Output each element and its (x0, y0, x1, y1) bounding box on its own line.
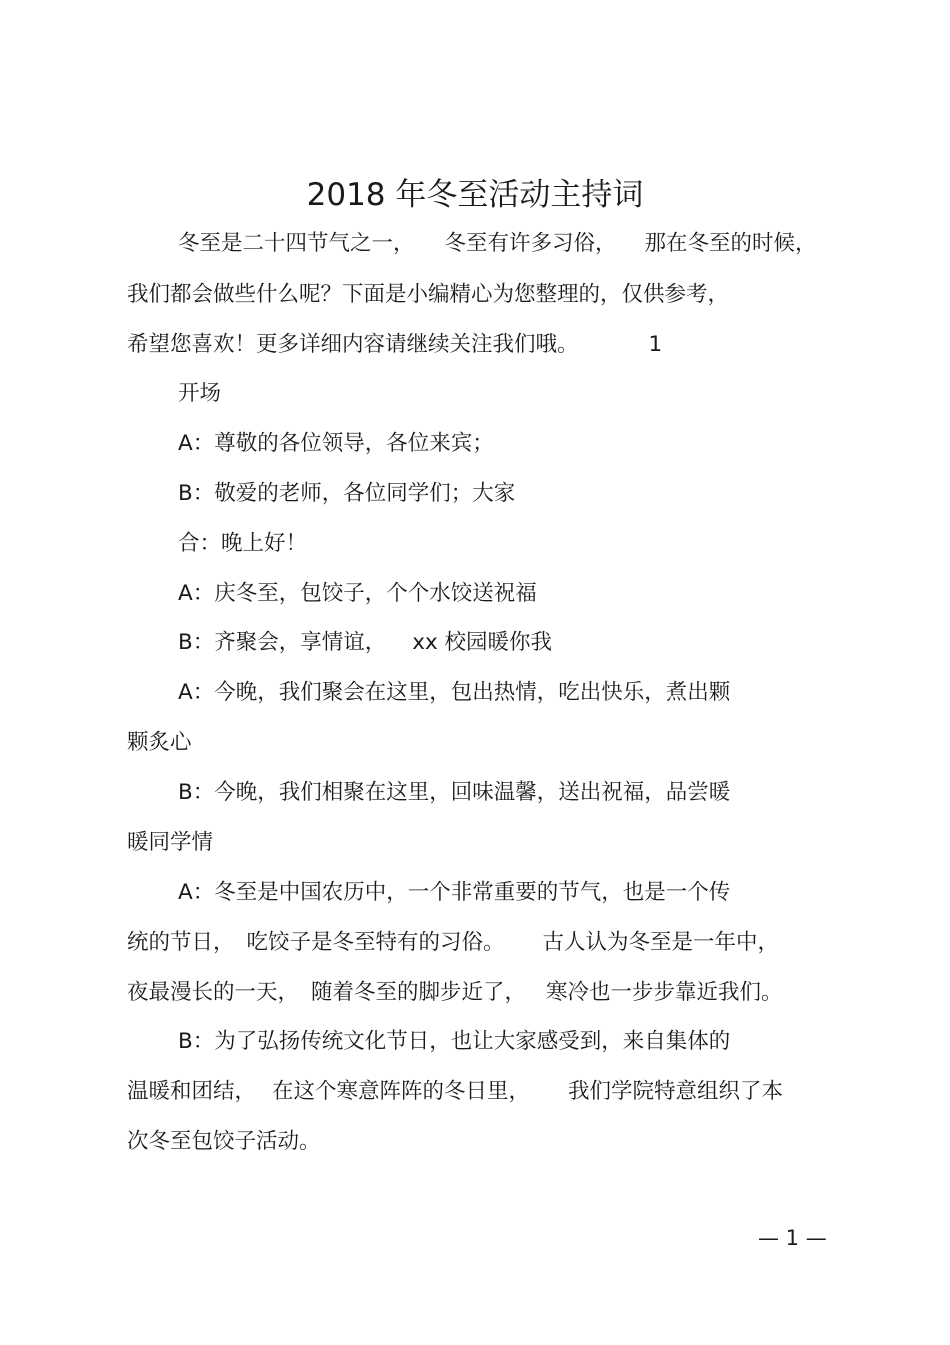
paragraph-line (127, 330, 662, 360)
paragraph-line: 颗炙心 (127, 730, 192, 755)
dialogue-line: B：为了弘扬传统文化节日，也让大家感受到，来自集体的 (178, 1029, 731, 1054)
text-segment: 冬至是二十四节气之一， (178, 231, 415, 256)
paragraph-line: 暖同学情 (127, 830, 214, 855)
text-segment: 随着冬至的脚步近了， (311, 980, 527, 1005)
footnote-marker: 1 (648, 332, 663, 357)
paragraph-line (178, 229, 817, 259)
paragraph-line: 我们都会做些什么呢？下面是小编精心为您整理的，仅供参考， (127, 282, 730, 307)
page-number: — 1 — (758, 1226, 827, 1250)
dialogue-line (178, 628, 552, 658)
text-segment: xx 校园暖你我 (412, 630, 553, 655)
text-segment: 吃饺子是冬至特有的习俗。 (246, 930, 505, 955)
paragraph-line (127, 928, 779, 958)
text-segment: 温暖和团结， (127, 1079, 257, 1104)
text-segment: 冬至有许多习俗， (444, 231, 617, 256)
document-title: 2018 年冬至活动主持词 (306, 177, 644, 213)
text-segment: 在这个寒意阵阵的冬日里， (272, 1079, 531, 1104)
dialogue-line: A：庆冬至，包饺子，个个水饺送祝福 (178, 581, 537, 606)
text-segment: 那在冬至的时候， (644, 231, 817, 256)
text-segment: 统的节日， (127, 930, 235, 955)
dialogue-line: A：尊敬的各位领导，各位来宾； (178, 431, 494, 456)
dialogue-line: A：冬至是中国农历中，一个非常重要的节气，也是一个传 (178, 880, 731, 905)
dialogue-line: B：今晚，我们相聚在这里，回味温馨，送出祝福，品尝暖 (178, 780, 731, 805)
text-segment: 古人认为冬至是一年中， (542, 930, 780, 955)
text-segment: 希望您喜欢！更多详细内容请继续关注我们哦。 (127, 332, 579, 357)
paragraph-line: 次冬至包饺子活动。 (127, 1129, 321, 1154)
paragraph-line (127, 978, 783, 1008)
section-heading: 开场 (178, 381, 222, 406)
text-segment: 夜最漫长的一天， (127, 980, 300, 1005)
dialogue-line: 合：晚上好！ (178, 531, 308, 556)
dialogue-line: A：今晚，我们聚会在这里，包出热情，吃出快乐，煮出颗 (178, 680, 731, 705)
text-segment: B：齐聚会，享情谊， (178, 630, 387, 655)
paragraph-line (127, 1077, 783, 1107)
dialogue-line: B：敬爱的老师，各位同学们；大家 (178, 481, 516, 506)
text-segment: 寒冷也一步步靠近我们。 (546, 980, 783, 1005)
text-segment: 我们学院特意组织了本 (568, 1079, 784, 1104)
